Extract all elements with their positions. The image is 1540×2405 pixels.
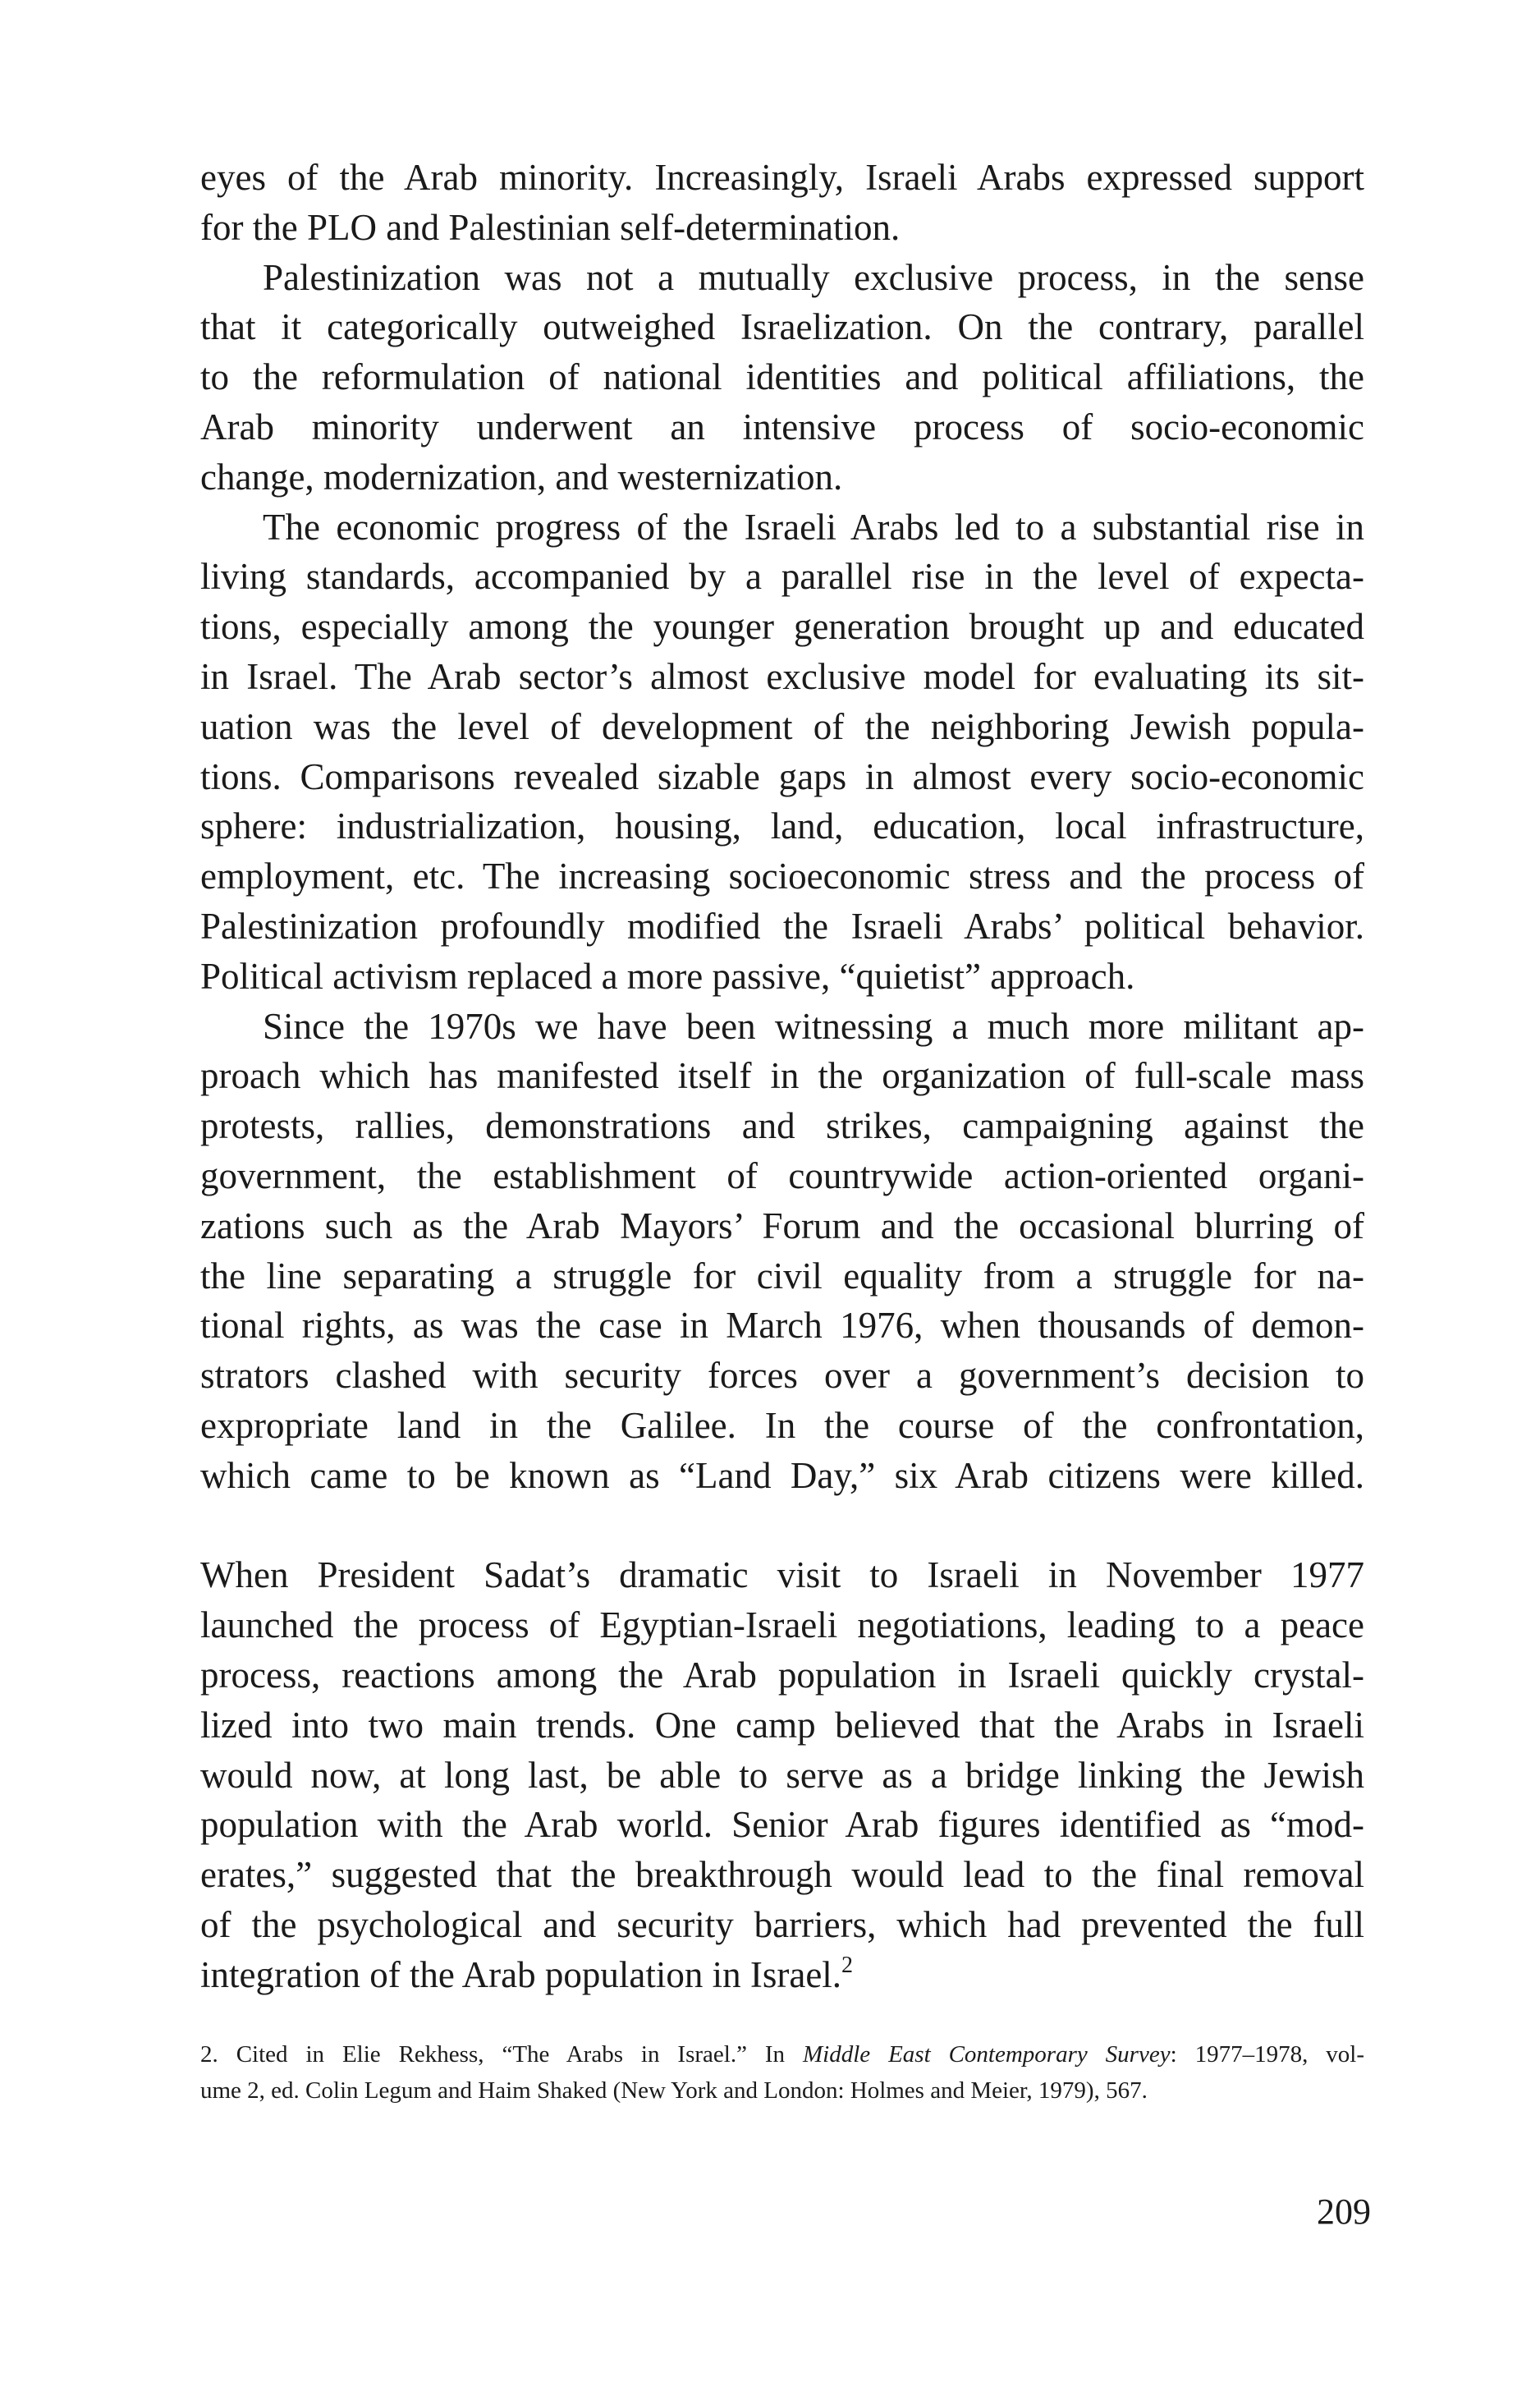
text-line (200, 1051, 1364, 1101)
paragraph (200, 253, 1364, 503)
line-text: lized into two main trends. One camp believed that the Arabs in Israeli (200, 1704, 1364, 1746)
text-line (200, 851, 1364, 902)
text-line (200, 1151, 1364, 1201)
line-text: population with the Arab world. Senior Arab figures identified as “mod- (200, 1804, 1364, 1846)
text-line (200, 1451, 1364, 1501)
line-text: process, reactions among the Arab population in Israeli quickly crystal- (200, 1654, 1364, 1696)
text-line (200, 1550, 1364, 1600)
line-text: tional rights, as was the case in March 1976, when thousands of demon- (200, 1305, 1364, 1347)
paragraph (200, 1002, 1364, 1501)
line-text: tions, especially among the younger generation brought up and educated (200, 606, 1364, 648)
line-text: that it categorically outweighed Israelization. On the contrary, parallel (200, 306, 1364, 348)
paragraph (200, 1550, 1364, 1999)
text-line (200, 1351, 1364, 1401)
body-text (200, 153, 1364, 1999)
line-text: Political activism replaced a more passive, “quietist” approach. (200, 955, 1135, 997)
footnote-number: 2. (200, 2041, 218, 2068)
text-line (200, 1751, 1364, 1801)
text-line (200, 1401, 1364, 1451)
text-line (200, 952, 1364, 1002)
text-line (200, 302, 1364, 352)
line-text: uation was the level of development of the neighboring Jewish popula- (200, 705, 1364, 747)
page-number: 209 (1317, 2192, 1371, 2232)
text-line (200, 452, 1364, 503)
line-text: protests, rallies, demonstrations and strikes, campaigning against the (200, 1105, 1364, 1147)
text-line (200, 902, 1364, 952)
text-line (200, 552, 1364, 602)
line-text: integration of the Arab population in Israel. (200, 1953, 842, 1995)
line-text: Arab minority underwent an intensive process of socio-economic (200, 406, 1364, 447)
line-text: The economic progress of the Israeli Arabs led to a substantial rise in (263, 506, 1364, 548)
footnote-line (200, 2036, 1364, 2072)
text-line (200, 1650, 1364, 1700)
line-text: Palestinization profoundly modified the Israeli Arabs’ political behavior. (200, 905, 1364, 947)
line-text: sphere: industrialization, housing, land, education, local infrastructure, (200, 805, 1364, 847)
text-line (200, 503, 1364, 553)
line-text: of the psychological and security barriers, which had prevented the full (200, 1903, 1364, 1945)
text-line (200, 203, 1364, 253)
text-line (200, 402, 1364, 452)
footnote-reference[interactable]: 2 (841, 1952, 854, 1978)
text-line (200, 1950, 1364, 2000)
footnote-line: ume 2, ed. Colin Legum and Haim Shaked (New York and London: Holmes and Meier, 1979), 567. (200, 2077, 1148, 2104)
line-text: eyes of the Arab minority. Increasingly, Israeli Arabs expressed support (200, 157, 1364, 198)
paragraph (200, 503, 1364, 1002)
line-text: erates,” suggested that the breakthrough would lead to the final removal (200, 1854, 1364, 1896)
line-text: the line separating a struggle for civil equality from a struggle for na- (200, 1255, 1364, 1297)
footnote (200, 2036, 1364, 2109)
line-text: in Israel. The Arab sector’s almost exclusive model for evaluating its sit- (200, 655, 1364, 697)
paragraph-gap (200, 1501, 1364, 1551)
line-text: for the PLO and Palestinian self-determination. (200, 206, 901, 248)
text-line (200, 253, 1364, 303)
line-text: proach which has manifested itself in the organization of full-scale mass (200, 1055, 1364, 1097)
line-text: expropriate land in the Galilee. In the course of the confrontation, (200, 1404, 1364, 1446)
line-text: which came to be known as “Land Day,” six Arab citizens were killed. (200, 1454, 1364, 1496)
text-line (200, 1900, 1364, 1950)
text-line (200, 1251, 1364, 1301)
text-line (200, 153, 1364, 203)
line-text: government, the establishment of countrywide action-oriented organi- (200, 1154, 1364, 1196)
text-line (200, 1800, 1364, 1850)
line-text: launched the process of Egyptian-Israeli negotiations, leading to a peace (200, 1604, 1364, 1646)
line-text: living standards, accompanied by a parallel rise in the level of expecta- (200, 556, 1364, 598)
line-text: Palestinization was not a mutually exclusive process, in the sense (263, 256, 1364, 298)
text-line (200, 702, 1364, 752)
line-text: would now, at long last, be able to serve as a bridge linking the Jewish (200, 1754, 1364, 1796)
line-text: zations such as the Arab Mayors’ Forum and the occasional blurring of (200, 1205, 1364, 1246)
text-line (200, 652, 1364, 702)
text-line (200, 1301, 1364, 1351)
line-text: employment, etc. The increasing socioeconomic stress and the process of (200, 856, 1364, 897)
line-text: Since the 1970s we have been witnessing a much more militant ap- (263, 1005, 1364, 1047)
text-line (200, 752, 1364, 802)
text-line (200, 1002, 1364, 1052)
line-text: to the reformulation of national identities and political affiliations, the (200, 356, 1364, 398)
text-line (200, 352, 1364, 402)
paragraph (200, 153, 1364, 253)
line-text: change, modernization, and westernization. (200, 456, 843, 498)
text-line (200, 1700, 1364, 1751)
text-line (200, 1600, 1364, 1650)
line-text: When President Sadat’s dramatic visit to Israeli in November 1977 (200, 1554, 1364, 1596)
text-line (200, 1850, 1364, 1900)
line-text: strators clashed with security forces over a government’s decision to (200, 1355, 1364, 1397)
text-line (200, 602, 1364, 652)
text-line (200, 801, 1364, 851)
footnote-title: Middle East Contemporary Survey (803, 2041, 1171, 2068)
footnote-text: Cited in Elie Rekhess, “The Arabs in Israel.” In (218, 2041, 803, 2068)
footnote-text: : 1977–1978, vol- (1170, 2041, 1364, 2068)
line-text: tions. Comparisons revealed sizable gaps in almost every socio-economic (200, 755, 1364, 797)
text-line (200, 1201, 1364, 1251)
text-line (200, 1101, 1364, 1151)
